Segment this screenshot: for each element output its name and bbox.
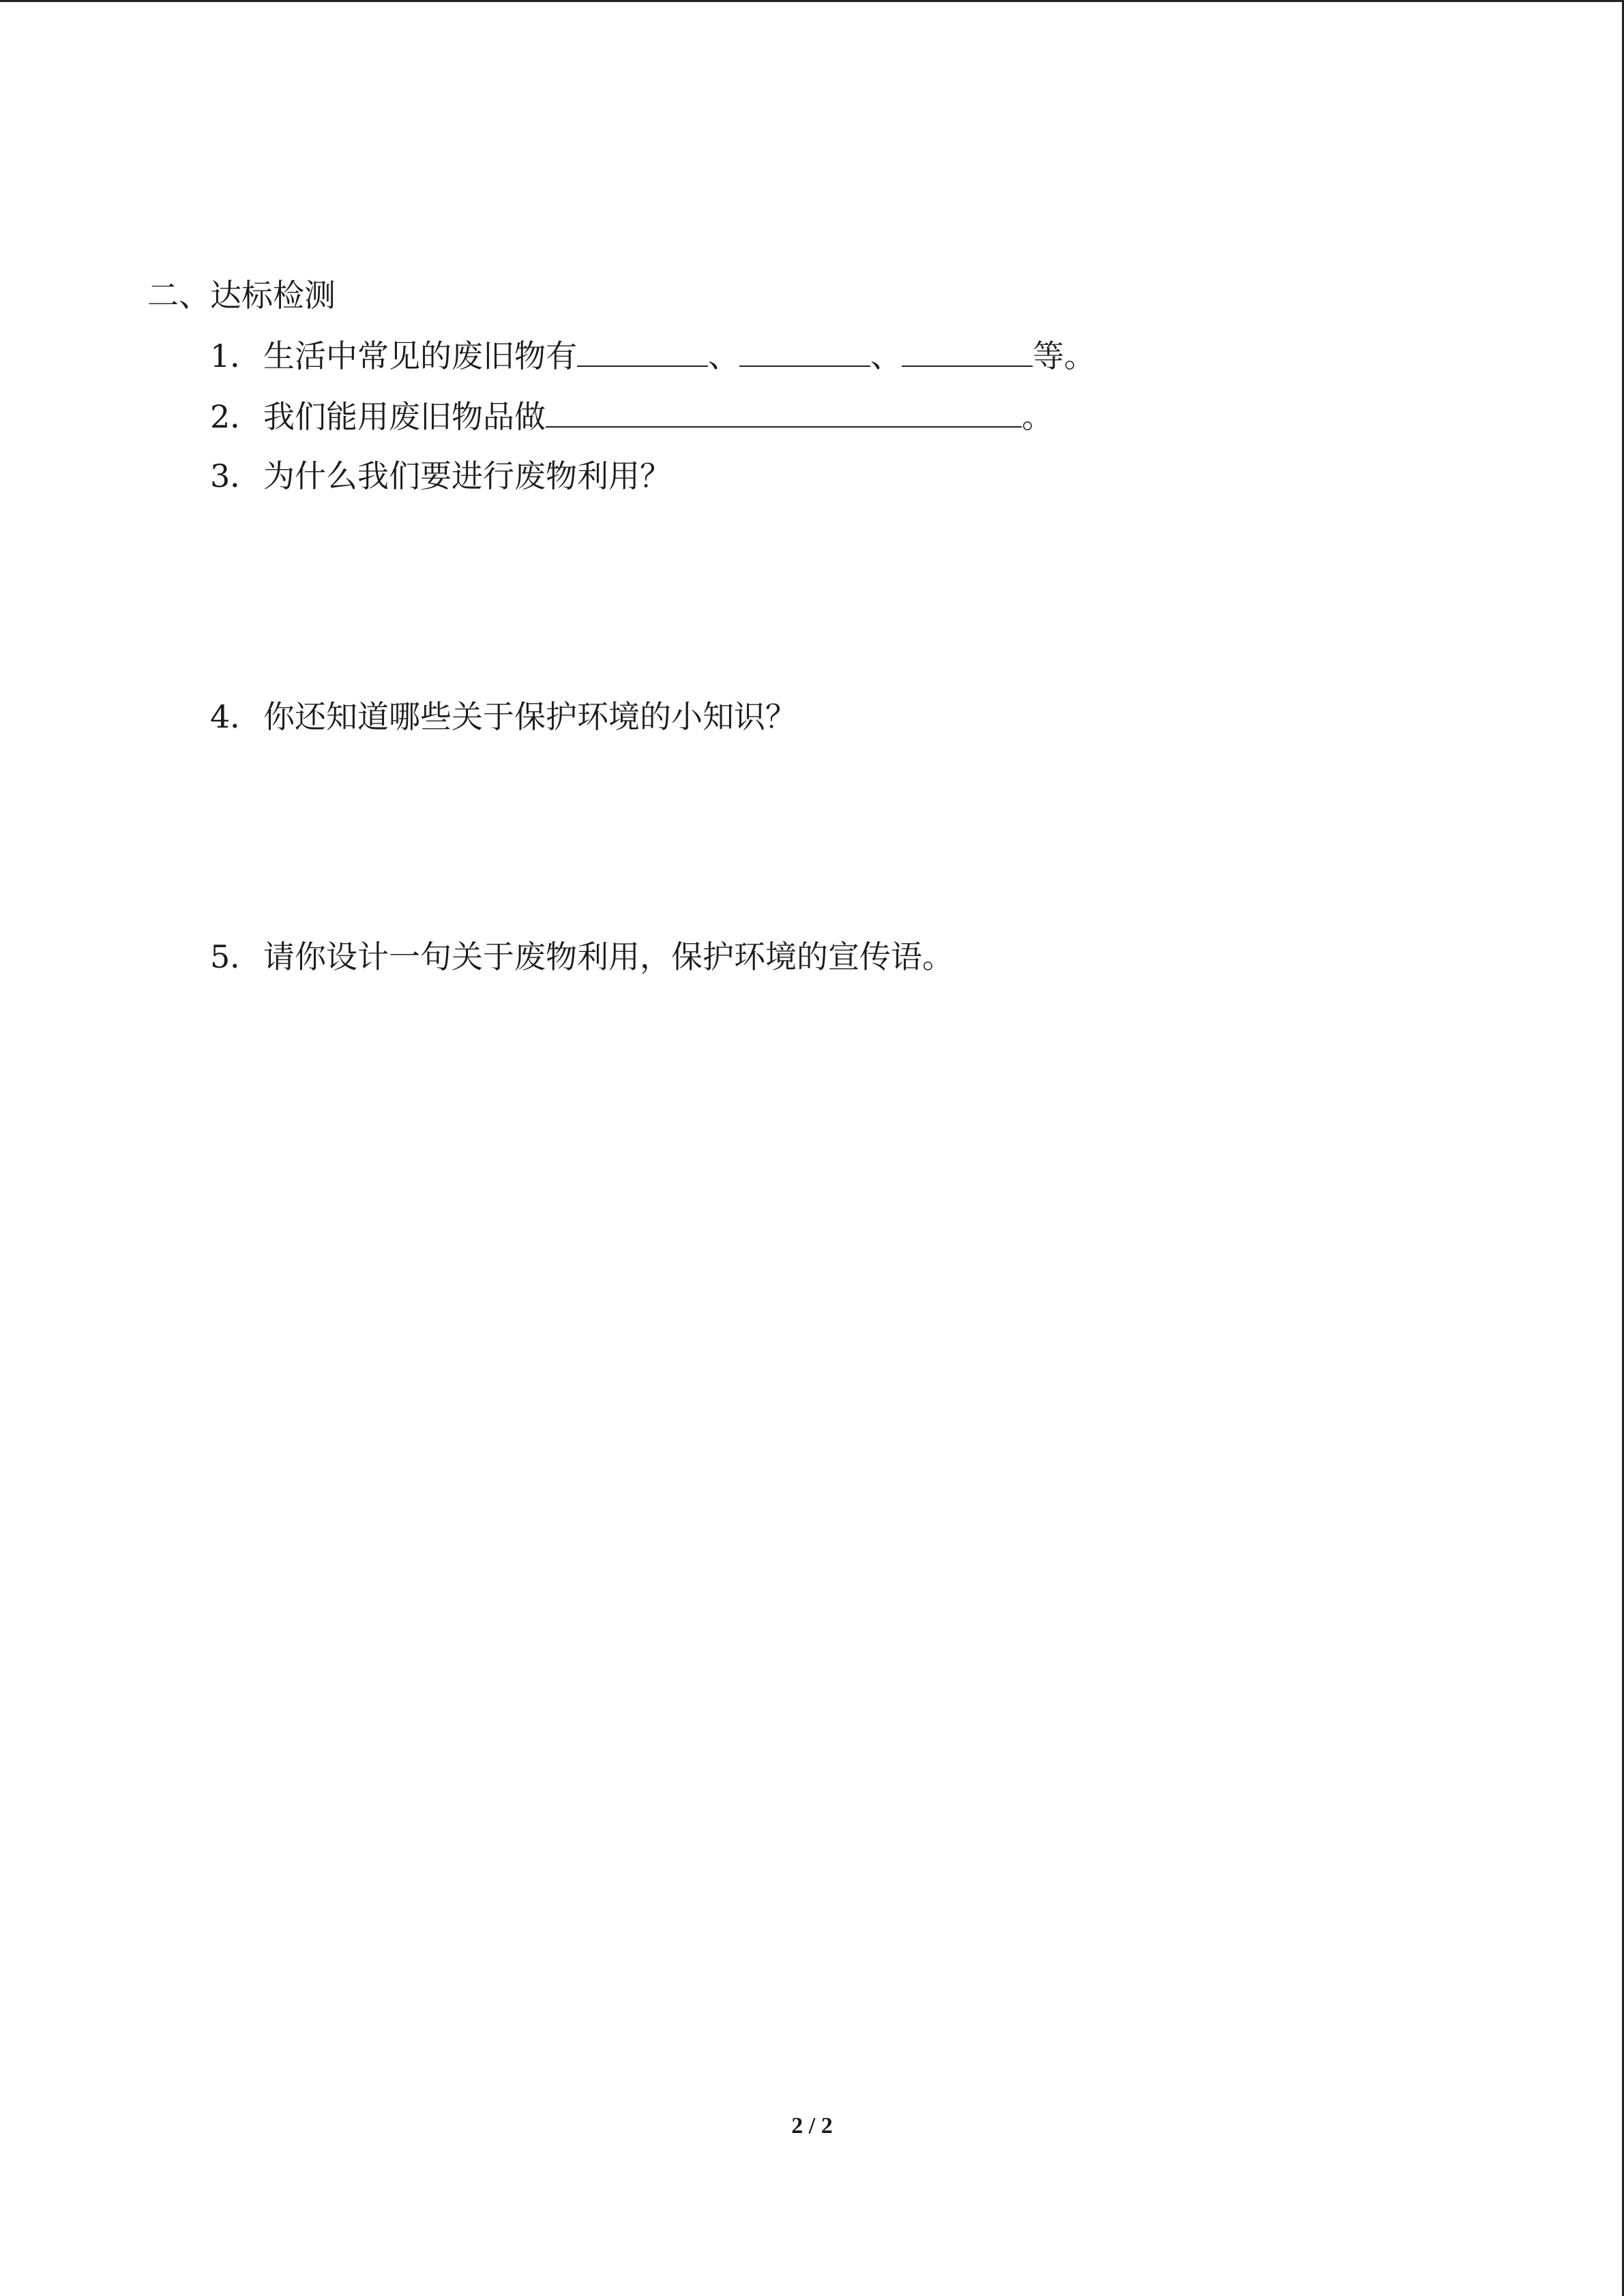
question-text: 我们能用废旧物品做	[263, 398, 546, 435]
question-1	[210, 333, 1095, 378]
question-text-end: 等。	[1033, 338, 1095, 374]
question-4	[210, 694, 797, 739]
question-number: 4．	[210, 698, 262, 735]
answer-blank-1[interactable]	[577, 333, 708, 367]
question-5	[210, 934, 954, 979]
answer-blank-2[interactable]	[739, 333, 870, 367]
question-text: 生活中常见的废旧物有	[263, 338, 577, 374]
answer-blank[interactable]	[546, 393, 1022, 428]
question-number: 3．	[210, 458, 262, 494]
question-3	[210, 453, 671, 498]
separator: 、	[870, 338, 902, 374]
separator: 、	[708, 338, 739, 374]
question-text-end: 。	[1022, 398, 1053, 435]
answer-blank-3[interactable]	[902, 333, 1033, 367]
page-number: 2 / 2	[791, 2113, 833, 2138]
question-number: 1．	[210, 338, 262, 374]
question-text: 为什么我们要进行废物利用？	[263, 458, 671, 494]
question-number: 5．	[210, 938, 262, 975]
question-2	[210, 393, 1053, 439]
question-number: 2．	[210, 398, 262, 435]
question-text: 你还知道哪些关于保护环境的小知识？	[263, 698, 797, 735]
section-heading: 二、达标检测	[147, 277, 336, 314]
question-text: 请你设计一句关于废物利用，保护环境的宣传语。	[263, 938, 954, 975]
